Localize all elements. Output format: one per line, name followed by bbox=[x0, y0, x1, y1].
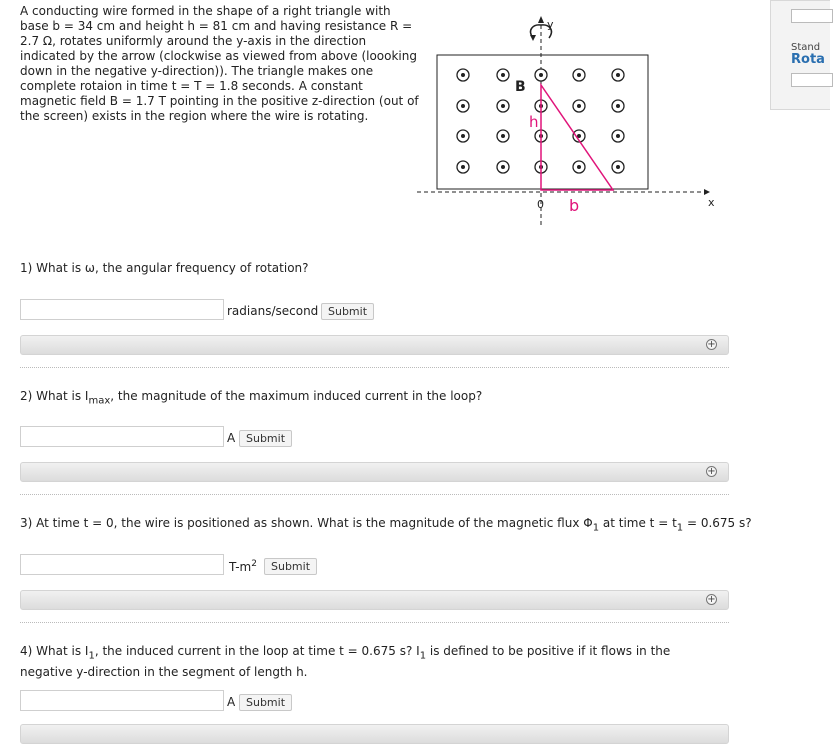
question-4-sub2: 1 bbox=[419, 650, 427, 662]
question-3 bbox=[20, 515, 752, 536]
submit-3-button[interactable]: Submit bbox=[264, 558, 317, 575]
question-4-sub: 1 bbox=[88, 650, 95, 662]
hint-bar-4[interactable] bbox=[20, 724, 729, 744]
question-3-text-mid: at time t = t bbox=[599, 516, 677, 530]
answer-2-input[interactable] bbox=[20, 426, 224, 447]
answer-1-unit: radians/second bbox=[227, 304, 319, 318]
field-dot-center bbox=[616, 104, 620, 108]
answer-1-input[interactable] bbox=[20, 299, 224, 320]
question-1-number: 1) bbox=[20, 261, 33, 275]
hint-bar-1[interactable] bbox=[20, 335, 729, 355]
field-dot-center bbox=[461, 165, 465, 169]
question-2-text-pre: What is I bbox=[36, 389, 89, 403]
question-2-sub: max bbox=[88, 395, 111, 407]
answer-3-unit-sup: 2 bbox=[251, 559, 257, 569]
field-dot-center bbox=[501, 165, 505, 169]
problem-text: A conducting wire formed in the shape of a right triangle with base b = 34 cm and height h = 81 cm and having resistance R = 2.7 Ω, rotates uniformly around the y-axis in the direction indicated by the arrow (clockwise as viewed from above (loooking down in the negative y-direction)). The triangle makes one complete rotaion in time t = T = 1.8 seconds. A constant magnetic field B = 1.7 T pointing in the positive z-direction (out of the screen) exists in the region where the wire is rotating. bbox=[20, 4, 419, 123]
expand-plus-icon[interactable]: + bbox=[707, 466, 716, 477]
submit-4-button[interactable]: Submit bbox=[239, 694, 292, 711]
problem-statement bbox=[20, 4, 420, 124]
expand-plus-icon[interactable]: + bbox=[707, 594, 716, 605]
question-3-sub: 1 bbox=[592, 522, 600, 534]
side-panel-link[interactable]: Rota bbox=[791, 52, 825, 67]
question-2-number: 2) bbox=[20, 389, 33, 403]
hint-bar-2[interactable] bbox=[20, 462, 729, 482]
question-3-text-pre: At time t = 0, the wire is positioned as shown. What is the magnitude of the magnetic flux Φ bbox=[36, 516, 593, 530]
question-1 bbox=[20, 260, 309, 277]
y-axis-label: y bbox=[547, 18, 554, 31]
side-panel bbox=[770, 0, 830, 110]
y-axis-arrowhead bbox=[538, 16, 544, 23]
divider bbox=[20, 367, 729, 368]
side-panel-field[interactable] bbox=[791, 9, 833, 23]
field-dot-center bbox=[616, 165, 620, 169]
side-panel-field[interactable] bbox=[791, 73, 833, 87]
question-3-sub2: 1 bbox=[676, 522, 684, 534]
field-dot-center bbox=[461, 73, 465, 77]
field-dot-center bbox=[539, 73, 543, 77]
field-dot-center bbox=[501, 73, 505, 77]
b-field-label: B bbox=[515, 79, 526, 95]
field-dot-center bbox=[501, 104, 505, 108]
rotating-triangle-figure bbox=[412, 12, 722, 227]
height-label: h bbox=[529, 113, 539, 131]
answer-3-unit bbox=[229, 559, 257, 574]
rotation-arrowhead-icon bbox=[530, 35, 536, 41]
answer-2-unit: A bbox=[227, 431, 236, 445]
field-dot-center bbox=[501, 134, 505, 138]
question-2 bbox=[20, 388, 482, 409]
question-4-number: 4) bbox=[20, 644, 33, 658]
field-dot-center bbox=[616, 73, 620, 77]
side-panel-label: Stand bbox=[791, 42, 821, 53]
expand-plus-icon[interactable]: + bbox=[707, 339, 716, 350]
question-4 bbox=[20, 643, 720, 681]
base-label: b bbox=[569, 196, 580, 215]
question-4-text-mid: , the induced current in the loop at time t = 0.675 s? I bbox=[94, 644, 420, 658]
question-1-text: What is ω, the angular frequency of rotation? bbox=[36, 261, 309, 275]
question-3-number: 3) bbox=[20, 516, 33, 530]
answer-4-input[interactable] bbox=[20, 690, 224, 711]
field-dot-center bbox=[577, 73, 581, 77]
field-dot-center bbox=[461, 104, 465, 108]
field-dot-center bbox=[577, 165, 581, 169]
submit-1-button[interactable]: Submit bbox=[321, 303, 374, 320]
answer-4-unit: A bbox=[227, 695, 236, 709]
submit-2-button[interactable]: Submit bbox=[239, 430, 292, 447]
divider bbox=[20, 622, 729, 623]
origin-label: 0 bbox=[537, 198, 544, 211]
answer-3-unit-base: T-m bbox=[229, 560, 252, 574]
field-dot-center bbox=[577, 104, 581, 108]
hint-bar-3[interactable] bbox=[20, 590, 729, 610]
x-axis-label: x bbox=[708, 196, 715, 209]
question-2-text-post: , the magnitude of the maximum induced current in the loop? bbox=[110, 389, 483, 403]
question-4-text-pre: What is I bbox=[36, 644, 89, 658]
question-4-text-post: is defined to be positive if it flows in the negative y-direction in the segment of length h. bbox=[20, 644, 671, 680]
divider bbox=[20, 494, 729, 495]
field-dot-center bbox=[616, 134, 620, 138]
x-axis-arrowhead bbox=[704, 189, 710, 195]
answer-3-input[interactable] bbox=[20, 554, 224, 575]
field-dot-center bbox=[461, 134, 465, 138]
question-3-text-post: = 0.675 s? bbox=[683, 516, 752, 530]
